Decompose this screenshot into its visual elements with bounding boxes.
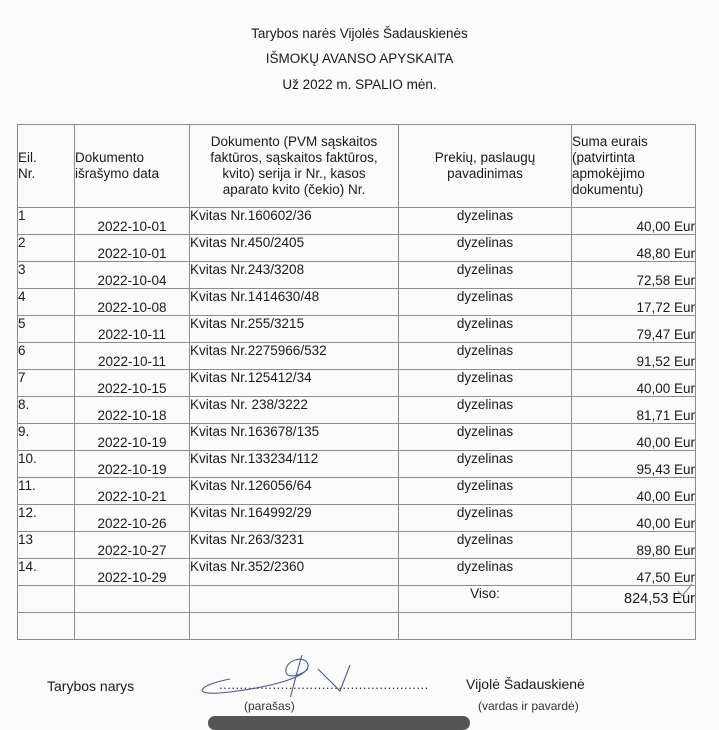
table-row	[18, 208, 696, 235]
row-number: 8.	[18, 397, 75, 424]
header-period: Už 2022 m. SPALIO mėn.	[282, 77, 437, 92]
row-number: 2	[18, 235, 75, 262]
row-sum: 40,00 Eur	[572, 370, 696, 397]
row-number: 9.	[18, 424, 75, 451]
row-sum: 81,71 Eur	[572, 397, 696, 424]
signature-line: ...................................................	[219, 677, 429, 692]
row-document: Kvitas Nr.450/2405	[190, 235, 399, 262]
row-item: dyzelinas	[399, 451, 572, 478]
table-row	[18, 532, 696, 559]
handwritten-signature-icon	[190, 647, 360, 697]
table-row	[18, 451, 696, 478]
row-item: dyzelinas	[399, 424, 572, 451]
row-document: Kvitas Nr. 238/3222	[190, 397, 399, 424]
row-date: 2022-10-08	[75, 289, 190, 316]
row-sum: 95,43 Eur	[572, 451, 696, 478]
row-sum: 40,00 Eur	[572, 478, 696, 505]
total-label: Viso:	[399, 586, 572, 613]
row-sum: 72,58 Eur	[572, 262, 696, 289]
row-document: Kvitas Nr.2275966/532	[190, 343, 399, 370]
row-item: dyzelinas	[399, 478, 572, 505]
row-item: dyzelinas	[399, 559, 572, 586]
table-header-row	[18, 125, 696, 208]
row-item: dyzelinas	[399, 532, 572, 559]
row-date: 2022-10-26	[75, 505, 190, 532]
row-number: 1	[18, 208, 75, 235]
row-item: dyzelinas	[399, 397, 572, 424]
table-row	[18, 478, 696, 505]
row-number: 3	[18, 262, 75, 289]
row-document: Kvitas Nr.164992/29	[190, 505, 399, 532]
header-sum: Suma eurais (patvirtinta apmokėjimo dokumentu)	[572, 125, 696, 208]
signer-role: Tarybos narys	[47, 678, 135, 694]
row-date: 2022-10-11	[75, 316, 190, 343]
row-document: Kvitas Nr.160602/36	[190, 208, 399, 235]
row-item: dyzelinas	[399, 370, 572, 397]
row-document: Kvitas Nr.133234/112	[190, 451, 399, 478]
signer-name-caption: (vardas ir pavardė)	[478, 699, 579, 713]
header-title: IŠMOKŲ AVANSO APYSKAITA	[265, 51, 454, 66]
row-item: dyzelinas	[399, 289, 572, 316]
row-date: 2022-10-21	[75, 478, 190, 505]
row-number: 11.	[18, 478, 75, 505]
row-sum: 40,00 Eur	[572, 505, 696, 532]
row-document: Kvitas Nr.1414630/48	[190, 289, 399, 316]
signature-caption: (parašas)	[244, 699, 295, 713]
row-number: 10.	[18, 451, 75, 478]
row-sum: 40,00 Eur	[572, 208, 696, 235]
row-document: Kvitas Nr.255/3215	[190, 316, 399, 343]
report-table	[17, 124, 696, 640]
row-item: dyzelinas	[399, 316, 572, 343]
table-body	[18, 208, 696, 586]
table-row	[18, 316, 696, 343]
table-row	[18, 370, 696, 397]
row-item: dyzelinas	[399, 208, 572, 235]
table-row	[18, 262, 696, 289]
row-item: dyzelinas	[399, 505, 572, 532]
row-document: Kvitas Nr.263/3231	[190, 532, 399, 559]
row-sum: 48,80 Eur	[572, 235, 696, 262]
row-number: 12.	[18, 505, 75, 532]
row-number: 6	[18, 343, 75, 370]
row-number: 4	[18, 289, 75, 316]
row-sum: 91,52 Eur	[572, 343, 696, 370]
checkmark-icon	[676, 582, 694, 598]
row-date: 2022-10-11	[75, 343, 190, 370]
row-number: 5	[18, 316, 75, 343]
table-row	[18, 505, 696, 532]
header-date: Dokumento išrašymo data	[75, 125, 190, 208]
row-document: Kvitas Nr.352/2360	[190, 559, 399, 586]
row-number: 7	[18, 370, 75, 397]
total-row	[18, 586, 696, 613]
table-row	[18, 289, 696, 316]
empty-row	[18, 613, 696, 640]
table-row	[18, 424, 696, 451]
bottom-scroll-bar[interactable]	[208, 716, 470, 730]
row-sum: 40,00 Eur	[572, 424, 696, 451]
row-item: dyzelinas	[399, 235, 572, 262]
row-document: Kvitas Nr.126056/64	[190, 478, 399, 505]
row-item: dyzelinas	[399, 343, 572, 370]
row-date: 2022-10-18	[75, 397, 190, 424]
row-sum: 47,50 Eur	[572, 559, 696, 586]
row-date: 2022-10-04	[75, 262, 190, 289]
header-nr: Eil. Nr.	[18, 125, 75, 208]
table-row	[18, 397, 696, 424]
row-item: dyzelinas	[399, 262, 572, 289]
row-document: Kvitas Nr.125412/34	[190, 370, 399, 397]
row-date: 2022-10-15	[75, 370, 190, 397]
row-document: Kvitas Nr.163678/135	[190, 424, 399, 451]
header-owner: Tarybos narės Vijolės Šadauskienės	[251, 26, 468, 41]
row-number: 14.	[18, 559, 75, 586]
header-item-name: Prekių, paslaugų pavadinimas	[399, 125, 572, 208]
signer-name: Vijolė Šadauskienė	[466, 676, 585, 692]
table-row	[18, 343, 696, 370]
header-document: Dokumento (PVM sąskaitos faktūros, sąskaitos faktūros, kvito) serija ir Nr., kasos aparato kvito (čekio) Nr.	[190, 125, 399, 208]
row-date: 2022-10-27	[75, 532, 190, 559]
row-date: 2022-10-19	[75, 451, 190, 478]
row-number: 13	[18, 532, 75, 559]
total-value: 824,53 Eur	[572, 586, 696, 613]
row-date: 2022-10-29	[75, 559, 190, 586]
table-row	[18, 235, 696, 262]
row-document: Kvitas Nr.243/3208	[190, 262, 399, 289]
row-sum: 89,80 Eur	[572, 532, 696, 559]
row-sum: 17,72 Eur	[572, 289, 696, 316]
row-sum: 79,47 Eur	[572, 316, 696, 343]
row-date: 2022-10-19	[75, 424, 190, 451]
row-date: 2022-10-01	[75, 235, 190, 262]
row-date: 2022-10-01	[75, 208, 190, 235]
table-row	[18, 559, 696, 586]
